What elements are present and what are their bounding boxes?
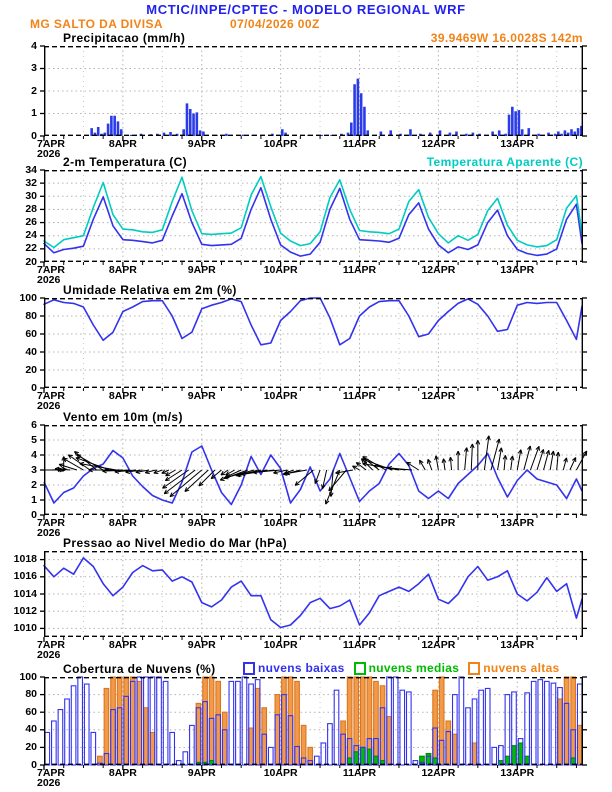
location-coordinates: 39.9469W 16.0028S 142m	[430, 31, 583, 45]
precipitation-plot	[40, 46, 587, 142]
x-tick-label: 8APR	[108, 138, 137, 150]
x-tick-label: 13APR	[500, 517, 535, 529]
y-tick-label: 20	[25, 740, 37, 753]
x-tick-label: 8APR	[108, 390, 137, 402]
x-tick-label: 8APR	[108, 517, 137, 529]
y-tick-label: 1010	[13, 621, 37, 634]
x-tick-label: 12APR	[421, 138, 456, 150]
panel-title-pressure: Pressao ao Nivel Medio do Mar (hPa)	[63, 536, 288, 550]
x-tick-label: 11APR	[342, 138, 377, 150]
y-tick-label: 3	[31, 463, 37, 476]
x-tick-year-label: 2026	[37, 400, 61, 412]
panel-title-cloud-cover: Cobertura de Nuvens (%)	[63, 662, 216, 676]
y-tick-label: 60	[25, 705, 37, 718]
y-tick-label: 3	[31, 62, 37, 74]
x-tick-label: 13APR	[500, 390, 535, 402]
x-tick-label: 8APR	[108, 264, 137, 276]
x-tick-label: 12APR	[421, 767, 456, 779]
apparent-temperature-legend: Temperatura Aparente (C)	[426, 155, 583, 169]
cloud-legend-item	[468, 661, 559, 675]
run-datetime: 07/04/2026 00Z	[230, 17, 320, 31]
model-title: MCTIC/INPE/CPTEC - MODELO REGIONAL WRF	[146, 2, 466, 17]
x-tick-label: 8APR	[108, 639, 137, 651]
panel-cloud-cover	[0, 661, 612, 789]
panel-precipitation	[0, 31, 612, 160]
wind-plot	[40, 425, 587, 521]
x-tick-label: 10APR	[263, 517, 298, 529]
y-tick-label: 40	[25, 345, 37, 358]
y-tick-label: 34	[25, 163, 37, 176]
humidity-plot	[40, 298, 587, 394]
x-tick-label: 10APR	[263, 138, 298, 150]
cloud-legend-label: nuvens medias	[368, 661, 460, 675]
x-tick-label: 13APR	[500, 264, 535, 276]
y-tick-label: 28	[25, 202, 37, 215]
x-tick-label: 7APR	[37, 767, 66, 779]
y-tick-label: 5	[31, 433, 37, 446]
y-tick-label: 0	[31, 381, 37, 394]
panel-title-temperature: 2-m Temperatura (C)	[63, 155, 188, 169]
x-tick-label: 10APR	[263, 767, 298, 779]
cloud-legend	[243, 661, 560, 675]
y-tick-label: 100	[19, 670, 37, 683]
x-tick-label: 10APR	[263, 264, 298, 276]
x-tick-label: 11APR	[342, 390, 377, 402]
y-tick-label: 6	[31, 418, 37, 431]
cloud-legend-label: nuvens altas	[483, 661, 560, 675]
y-tick-label: 1016	[13, 570, 37, 583]
x-tick-label: 9APR	[187, 264, 216, 276]
y-tick-label: 20	[25, 363, 37, 376]
cloud-legend-item	[354, 661, 460, 675]
x-tick-label: 9APR	[187, 390, 216, 402]
x-tick-label: 11APR	[342, 767, 377, 779]
pressure-plot	[40, 551, 587, 643]
x-tick-label: 12APR	[421, 264, 456, 276]
y-tick-label: 32	[25, 176, 37, 189]
x-tick-label: 9APR	[187, 639, 216, 651]
panel-temperature	[0, 155, 612, 286]
y-tick-label: 80	[25, 688, 37, 701]
y-tick-label: 30	[25, 189, 37, 202]
x-tick-label: 12APR	[421, 390, 456, 402]
y-tick-label: 4	[31, 39, 37, 52]
y-tick-label: 4	[31, 448, 37, 461]
x-tick-label: 11APR	[342, 517, 377, 529]
legend-square-icon	[354, 662, 366, 675]
x-tick-label: 7APR	[37, 517, 66, 529]
y-tick-label: 100	[19, 291, 37, 304]
x-tick-label: 8APR	[108, 767, 137, 779]
y-tick-label: 20	[25, 255, 37, 268]
y-tick-label: 2	[31, 478, 37, 491]
panel-wind	[0, 410, 612, 539]
y-tick-label: 1014	[13, 587, 37, 600]
panel-title-humidity: Umidade Relativa em 2m (%)	[63, 283, 237, 297]
legend-square-icon	[468, 662, 480, 675]
x-tick-label: 9APR	[187, 767, 216, 779]
y-tick-label: 0	[31, 758, 37, 771]
cloud-legend-label: nuvens baixas	[258, 661, 345, 675]
x-tick-label: 9APR	[187, 138, 216, 150]
panel-title-precipitation: Precipitacao (mm/h)	[63, 31, 186, 45]
x-tick-label: 13APR	[500, 639, 535, 651]
x-tick-label: 12APR	[421, 517, 456, 529]
y-tick-label: 60	[25, 327, 37, 340]
panel-title-wind: Vento em 10m (m/s)	[63, 410, 183, 424]
y-tick-label: 40	[25, 723, 37, 736]
x-tick-label: 7APR	[37, 639, 66, 651]
x-tick-year-label: 2026	[37, 527, 61, 539]
y-tick-label: 1	[31, 107, 37, 119]
y-tick-label: 80	[25, 309, 37, 322]
x-tick-label: 12APR	[421, 639, 456, 651]
x-tick-label: 9APR	[187, 517, 216, 529]
x-tick-year-label: 2026	[37, 777, 61, 789]
y-tick-label: 22	[25, 242, 37, 255]
x-tick-label: 7APR	[37, 390, 66, 402]
x-tick-label: 13APR	[500, 767, 535, 779]
x-tick-label: 13APR	[500, 138, 535, 150]
cloud-legend-item	[243, 661, 345, 675]
y-tick-label: 26	[25, 216, 37, 229]
y-tick-label: 0	[31, 129, 37, 142]
x-tick-label: 7APR	[37, 264, 66, 276]
panel-pressure	[0, 536, 612, 661]
cloud-cover-plot	[40, 677, 587, 771]
y-tick-label: 2	[31, 84, 37, 97]
temperature-plot	[40, 170, 587, 268]
x-tick-label: 10APR	[263, 390, 298, 402]
x-tick-year-label: 2026	[37, 649, 61, 661]
x-tick-label: 10APR	[263, 639, 298, 651]
x-tick-label: 7APR	[37, 138, 66, 150]
x-tick-year-label: 2026	[37, 148, 61, 160]
x-tick-label: 11APR	[342, 264, 377, 276]
y-tick-label: 24	[25, 229, 37, 242]
y-tick-label: 1	[31, 493, 37, 506]
y-tick-label: 1012	[13, 604, 37, 617]
panel-humidity	[0, 283, 612, 412]
legend-square-icon	[243, 662, 255, 675]
x-tick-label: 11APR	[342, 639, 377, 651]
station-name: MG SALTO DA DIVISA	[30, 17, 163, 31]
y-tick-label: 0	[31, 508, 37, 521]
y-tick-label: 1018	[13, 553, 37, 566]
x-tick-year-label: 2026	[37, 274, 61, 286]
